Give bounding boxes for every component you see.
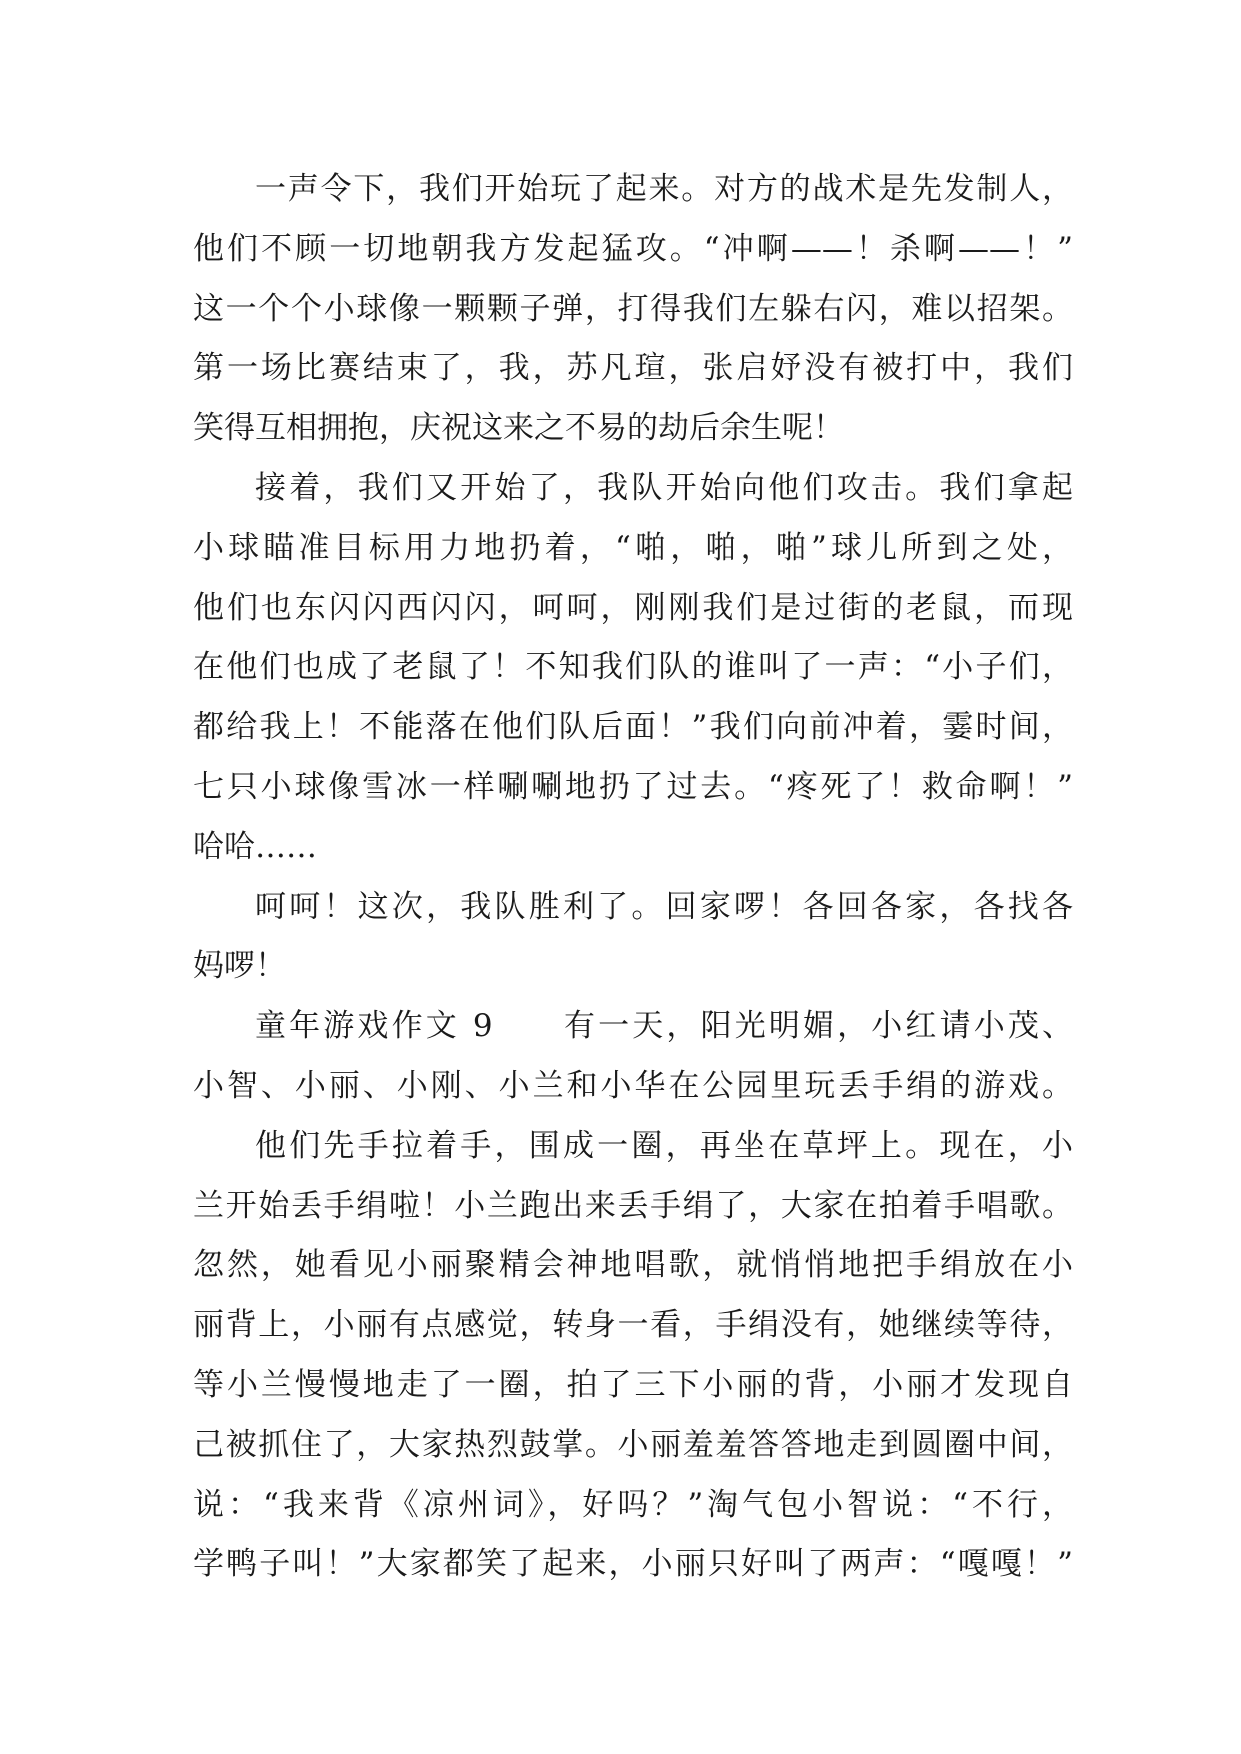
text-line: 丽背上，小丽有点感觉，转身一看，手绢没有，她继续等待， (193, 1307, 1073, 1344)
text-line: 接着，我们又开始了，我队开始向他们攻击。我们拿起 (255, 469, 1073, 506)
text-line: 他们也东闪闪西闪闪，呵呵，刚刚我们是过街的老鼠，而现 (193, 589, 1073, 626)
text-line: 笑得互相拥抱，庆祝这来之不易的劫后余生呢！ (193, 410, 844, 447)
text-line: 他们不顾一切地朝我方发起猛攻。“冲啊——！杀啊——！” (193, 230, 1073, 267)
text-line: 哈哈…… (193, 828, 317, 865)
text-line: 小智、小丽、小刚、小兰和小华在公园里玩丢手绢的游戏。 (193, 1067, 1073, 1104)
text-line: 兰开始丢手绢啦！小兰跑出来丢手绢了，大家在拍着手唱歌。 (193, 1187, 1073, 1224)
text-line: 己被抓住了，大家热烈鼓掌。小丽羞羞答答地走到圆圈中间， (193, 1426, 1073, 1463)
text-line: 妈啰！ (193, 948, 286, 985)
text-line: 在他们也成了老鼠了！不知我们队的谁叫了一声：“小子们， (193, 649, 1073, 686)
text-line: 忽然，她看见小丽聚精会神地唱歌，就悄悄地把手绢放在小 (193, 1247, 1073, 1284)
text-line: 他们先手拉着手，围成一圈，再坐在草坪上。现在，小 (255, 1127, 1073, 1164)
text-line: 童年游戏作文 9 有一天，阳光明媚，小红请小茂、 (255, 1008, 1073, 1045)
text-line: 等小兰慢慢地走了一圈，拍了三下小丽的背，小丽才发现自 (193, 1366, 1073, 1403)
text-line: 这一个个小球像一颗颗子弹，打得我们左躲右闪，难以招架。 (193, 290, 1073, 327)
text-line: 小球瞄准目标用力地扔着，“啪，啪，啪”球儿所到之处， (193, 529, 1073, 566)
essay-text (193, 160, 1073, 1595)
text-line: 第一场比赛结束了，我，苏凡瑄，张启妤没有被打中，我们 (193, 350, 1073, 387)
text-line: 七只小球像雪冰一样唰唰地扔了过去。“疼死了！救命啊！” (193, 768, 1073, 805)
text-line: 学鸭子叫！”大家都笑了起来，小丽只好叫了两声：“嘎嘎！” (193, 1546, 1073, 1583)
text-line: 都给我上！不能落在他们队后面！”我们向前冲着，霎时间， (193, 709, 1073, 746)
text-line: 呵呵！这次，我队胜利了。回家啰！各回各家，各找各 (255, 888, 1073, 925)
text-line: 说：“我来背《凉州词》，好吗？”淘气包小智说：“不行， (193, 1486, 1073, 1523)
text-line: 一声令下，我们开始玩了起来。对方的战术是先发制人， (255, 171, 1073, 207)
